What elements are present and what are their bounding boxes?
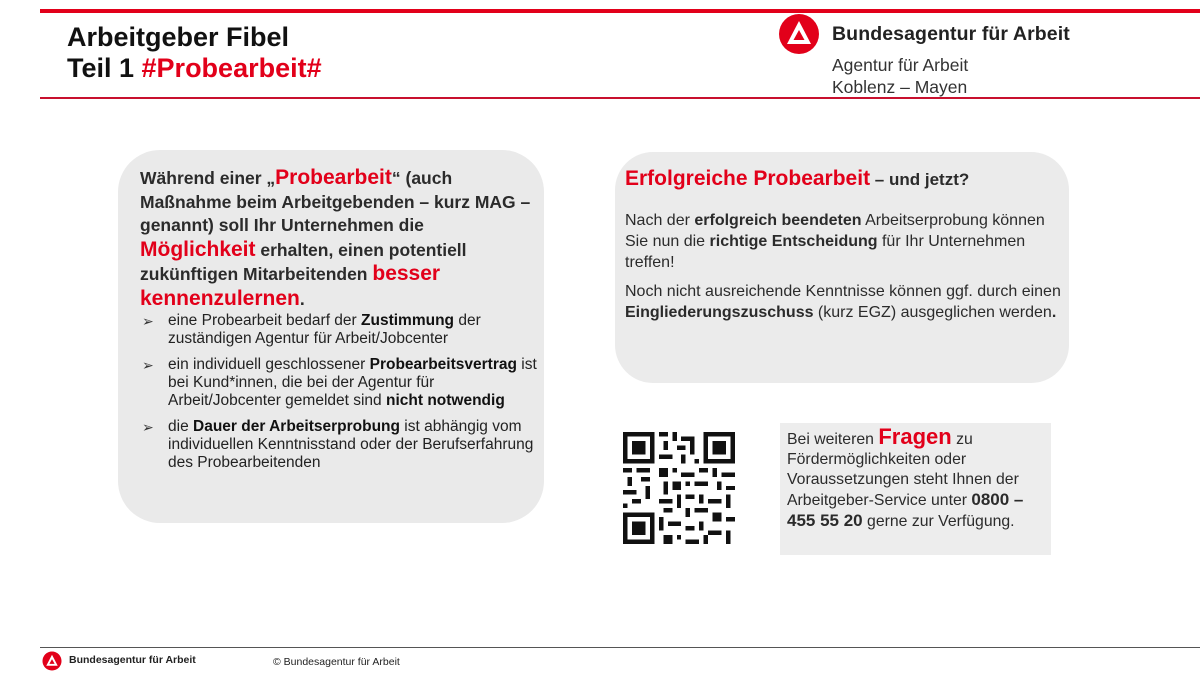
text-part: für Ihr Unternehmen treffen! bbox=[625, 233, 1026, 271]
list-item bbox=[140, 418, 540, 472]
text-part: zu Fördermöglichkeiten oder Voraussetzungen steht Ihnen der Arbeitgeber-Service unter bbox=[787, 431, 1019, 509]
success-heading-question: – und jetzt? bbox=[870, 170, 970, 189]
bullet-text: ist bei Kund*innen, die bei der Agentur für Arbeit/Jobcenter gemeldet sind bbox=[168, 356, 537, 409]
text-part: gerne zur Verfügung. bbox=[862, 513, 1015, 530]
text-bold: Eingliederungszuschuss bbox=[625, 304, 814, 321]
text-part: Bei weiteren bbox=[787, 431, 879, 448]
footer-ba-logo-icon bbox=[42, 651, 62, 671]
header-divider bbox=[40, 97, 1200, 99]
bullet-text: der zuständigen Agentur für Arbeit/Jobcenter bbox=[168, 312, 481, 347]
title-accent: #Probearbeit# bbox=[141, 53, 322, 83]
phone-number[interactable]: 0800 – 455 55 20 bbox=[787, 490, 1024, 530]
text-bold: richtige Entscheidung bbox=[709, 233, 878, 250]
title-line-2 bbox=[67, 53, 322, 84]
contact-text bbox=[787, 424, 1049, 532]
arrow-bullet-icon: ➢ bbox=[142, 419, 154, 435]
text-part: (kurz EGZ) ausgeglichen werden bbox=[813, 304, 1052, 321]
title-prefix: Teil 1 bbox=[67, 53, 142, 83]
title-line-1: Arbeitgeber Fibel bbox=[67, 22, 290, 52]
page-title bbox=[67, 22, 322, 84]
list-item bbox=[140, 312, 540, 348]
brand-subtitle bbox=[832, 54, 968, 98]
bullet-bold: Dauer der Arbeitserprobung bbox=[193, 418, 400, 435]
text-bold: . bbox=[1051, 304, 1057, 321]
intro-part: “ (auch Maßnahme beim Arbeitgebenden – kurz MAG – genannt) soll Ihr Unternehmen die bbox=[140, 168, 531, 235]
success-paragraph-2 bbox=[625, 281, 1065, 323]
text-part: Arbeitserprobung können Sie nun die bbox=[625, 212, 1045, 250]
bullet-list bbox=[140, 312, 540, 480]
intro-part: erhalten, einen potentiell zukünftigen Mitarbeitenden bbox=[140, 239, 467, 284]
bullet-bold: nicht notwendig bbox=[385, 392, 505, 409]
bullet-bold: Zustimmung bbox=[361, 312, 455, 329]
brand-name: Bundesagentur für Arbeit bbox=[832, 23, 1070, 45]
bullet-bold: Probearbeitsvertrag bbox=[369, 356, 517, 373]
ba-logo-icon bbox=[778, 13, 820, 55]
arrow-bullet-icon: ➢ bbox=[142, 313, 154, 329]
text-bold: erfolgreich beendeten bbox=[694, 212, 862, 229]
success-heading-red: Erfolgreiche Probearbeit bbox=[625, 167, 871, 190]
text-part: Nach der bbox=[625, 212, 695, 229]
arrow-bullet-icon: ➢ bbox=[142, 357, 154, 373]
bullet-text: eine Probearbeit bedarf der bbox=[168, 312, 362, 329]
brand-sub-line-2: Koblenz – Mayen bbox=[832, 77, 968, 97]
bullet-text: ein individuell geschlossener bbox=[168, 356, 370, 373]
text-part: Noch nicht ausreichende Kenntnisse können ggf. durch einen bbox=[625, 283, 1061, 300]
bullet-text: ist abhängig vom individuellen Kenntnisstand oder der Berufserfahrung des Probearbeitenden bbox=[168, 418, 534, 471]
footer-brand-name: Bundesagentur für Arbeit bbox=[69, 654, 196, 666]
bullet-text: die bbox=[168, 418, 193, 435]
intro-text bbox=[140, 166, 540, 311]
fragen-highlight: Fragen bbox=[878, 424, 952, 449]
top-accent-bar bbox=[40, 9, 1200, 13]
intro-highlight-probearbeit: Probearbeit bbox=[275, 166, 392, 189]
footer-copyright: © Bundesagentur für Arbeit bbox=[273, 656, 400, 668]
success-heading bbox=[625, 166, 1065, 193]
intro-highlight-moeglichkeit: Möglichkeit bbox=[140, 237, 256, 261]
intro-part: . bbox=[299, 288, 305, 309]
footer-divider bbox=[40, 647, 1200, 648]
success-paragraph-1 bbox=[625, 210, 1065, 273]
list-item bbox=[140, 356, 540, 410]
intro-part: Während einer „ bbox=[140, 168, 276, 188]
brand-sub-line-1: Agentur für Arbeit bbox=[832, 55, 969, 75]
qr-code-icon[interactable] bbox=[623, 432, 735, 544]
intro-highlight-kennenlernen: besser kennenzulernen bbox=[140, 262, 441, 310]
